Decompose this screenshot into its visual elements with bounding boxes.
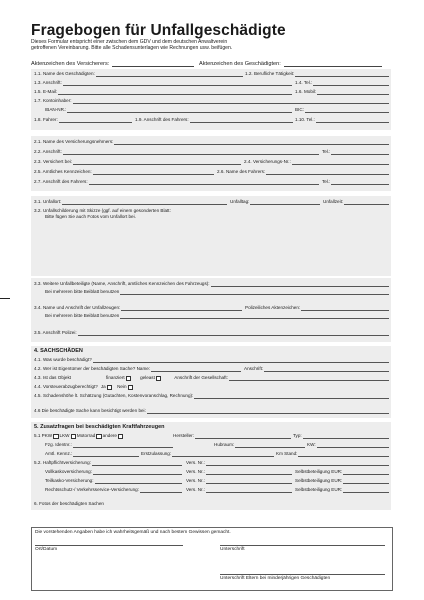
- unfallort-field[interactable]: [34, 199, 227, 205]
- field-label: Vers. Nr.:: [186, 460, 205, 465]
- schadenshoehe-field[interactable]: [34, 393, 389, 399]
- eigentuemer-name-field[interactable]: [34, 366, 241, 372]
- tel-fahrer-field[interactable]: [295, 117, 389, 123]
- field-label: 2.7. Anschrift des Fahrers:: [34, 179, 88, 184]
- haftpflicht-field[interactable]: [34, 460, 182, 466]
- section-kraftfahrzeuge: [31, 422, 391, 510]
- field-label: Fzg. Identnr.:: [45, 442, 72, 447]
- vn-anschrift-field[interactable]: [34, 149, 319, 155]
- mobil-field[interactable]: [295, 89, 389, 95]
- field-label: Polizeiliches Aktenzeichen:: [245, 305, 301, 310]
- signature-box: [31, 527, 393, 591]
- objekt-finanzierung-field[interactable]: [34, 375, 389, 381]
- field-label: 1.3. Anschrift:: [34, 80, 62, 85]
- anschrift-fahrer-field[interactable]: [135, 117, 293, 123]
- andere-label: andere: [102, 433, 117, 438]
- eigentuemer-anschrift-field[interactable]: [244, 366, 389, 372]
- field-label: 3.5. Anschrift Polizei:: [34, 330, 77, 335]
- declaration-text: Die vorstehenden Angaben habe ich wahrheitsgemäß und nach bestem Gewissen gemacht.: [35, 530, 231, 535]
- field-label: Amtl. Kennz.:: [45, 451, 73, 456]
- typ-field[interactable]: [293, 433, 389, 439]
- pkw-checkbox[interactable]: [53, 434, 58, 439]
- field-label: Tel.:: [322, 149, 331, 154]
- field-label: BIC:: [295, 107, 304, 112]
- kraftfahrzeuge-header: 5. Zusatzfragen bei beschädigten Kraftfahrzeugen: [34, 424, 165, 430]
- aktenzeichen-geschaedigter-label: Aktenzeichen des Geschädigten:: [199, 61, 281, 67]
- aktenzeichen-versicherer-field[interactable]: [31, 61, 194, 67]
- field-label: 3.4. Name und Anschrift der Unfallzeugen:: [34, 305, 121, 310]
- fahrer-field[interactable]: [34, 117, 132, 123]
- field-label: Selbstbeteiligung EUR:: [295, 478, 343, 483]
- anschrift-polizei-field[interactable]: [34, 330, 389, 336]
- vollkasko-vers-nr-field[interactable]: [186, 469, 292, 475]
- unfallzeugen-field[interactable]: [34, 305, 242, 311]
- beteiligte-hint-field[interactable]: [45, 289, 389, 295]
- field-label: Km Stand:: [276, 451, 298, 456]
- unfallskizze-area[interactable]: [34, 222, 388, 273]
- field-label: Vers. Nr.:: [186, 487, 205, 492]
- teilkasko-vers-nr-field[interactable]: [186, 478, 292, 484]
- field-label: Typ:: [293, 433, 302, 438]
- intro-line: getroffenen Vereinbarung. Bitte alle Schadensunterlagen wie Rechnungen usw. beifügen.: [31, 45, 233, 52]
- field-label: Erstzulassung:: [141, 451, 172, 456]
- lkw-checkbox[interactable]: [71, 434, 76, 439]
- zeugen-hint-field[interactable]: [45, 313, 389, 319]
- haftpflicht-vers-nr-field[interactable]: [186, 460, 389, 466]
- hubraum-field[interactable]: [214, 442, 305, 448]
- motorrad-label: Motorrad: [76, 433, 96, 438]
- fold-mark: [0, 298, 10, 299]
- field-label: 4.3. Ist das Objekt: [34, 375, 72, 380]
- field-label: 2.5. Amtliches Kennzeichen:: [34, 169, 92, 174]
- field-label: 1.6. Mobil:: [295, 89, 317, 94]
- field-label: 1.4. Tel.:: [295, 80, 313, 85]
- fotos-label: 6. Fotos der beschädigten Sachen: [34, 501, 104, 506]
- field-label: Unfalltag:: [230, 199, 250, 204]
- form-title: Fragebogen für Unfallgeschädigte: [31, 22, 286, 39]
- field-label: Vers. Nr.:: [186, 478, 205, 483]
- unterschrift-eltern-label: Unterschrift Eltern bei minderjährigen Geschädigten: [220, 576, 331, 581]
- unterschrift-eltern-line[interactable]: [220, 574, 385, 575]
- field-label: Selbstbeteiligung EUR:: [295, 487, 343, 492]
- intro-line: Dieses Formular entspricht einer zwischen dem GDV und dem deutschen Anwaltverein: [31, 39, 228, 45]
- field-label: Bei mehreren bitte Beiblatt benutzen: [45, 289, 120, 294]
- km-stand-field[interactable]: [276, 451, 389, 457]
- geleast-checkbox[interactable]: [156, 376, 161, 381]
- vn-tel-fahrer-field[interactable]: [322, 179, 389, 185]
- field-label: 4.4. Vorsteuerabzugberechtigt?: [34, 384, 98, 389]
- amtliches-kennzeichen-field[interactable]: [34, 169, 214, 175]
- field-label: 2.1. Name des Versicherungsnehmers:: [34, 139, 114, 144]
- versichert-bei-field[interactable]: [34, 159, 241, 165]
- field-label: 2.2. Anschrift:: [34, 149, 62, 154]
- hersteller-field[interactable]: [173, 433, 291, 439]
- field-label: Bei mehreren bitte Beiblatt benutzen: [45, 313, 120, 318]
- name-fahrer-field[interactable]: [217, 169, 389, 175]
- field-label: Vers. Nr.:: [186, 469, 205, 474]
- polizeiliches-aktenzeichen-field[interactable]: [245, 305, 389, 311]
- field-label: 1.9. Anschrift des Fahrers:: [135, 117, 189, 122]
- field-label: 2.4. Versicherungs-Nr.:: [244, 159, 291, 164]
- field-label: Teilkasko-Versicherung:: [45, 478, 94, 483]
- field-label: 1.5. E-Mail:: [34, 89, 58, 94]
- teilkasko-sb-field[interactable]: [295, 478, 389, 484]
- kw-field[interactable]: [307, 442, 389, 448]
- unfallzeit-field[interactable]: [323, 199, 389, 205]
- lkw-label: LKW: [59, 433, 70, 438]
- field-label: Anschrift:: [244, 366, 264, 371]
- iban-field[interactable]: [45, 107, 292, 113]
- besichtigung-field[interactable]: [34, 408, 389, 414]
- geleast-label: geleast: [140, 375, 155, 380]
- field-label: 1.7. Kontoinhaber:: [34, 98, 72, 103]
- motorrad-checkbox[interactable]: [96, 434, 101, 439]
- field-label: 4.5. Schadenshöhe lt. Schätzung (Gutachten, Kostenvoranschlag, Rechnung):: [34, 393, 194, 398]
- erstzulassung-field[interactable]: [141, 451, 274, 457]
- field-label: Vollkaskoversicherung:: [45, 469, 92, 474]
- ja-label: Ja: [100, 384, 106, 389]
- ort-datum-label: Ort/Datum: [35, 547, 58, 552]
- section-sachschaeden: [31, 346, 391, 418]
- field-label: 4.6 Die beschädigte Sache kann besichtigt werden bei:: [34, 408, 146, 413]
- field-label: 1.1. Name des Geschädigten:: [34, 71, 95, 76]
- unfallschilderung-label: 3.2. Unfallschilderung mit Skizze (ggf. auf einem gesonderten Blatt:: [34, 208, 171, 213]
- field-label: Hersteller:: [173, 433, 194, 438]
- vn-anschrift-fahrer-field[interactable]: [34, 179, 319, 185]
- intro-text: [31, 39, 371, 52]
- ort-datum-line[interactable]: [35, 545, 183, 546]
- field-label: Rechtsschutz-/ Verkehrsservice-Versicherung:: [45, 487, 139, 492]
- rechtsschutz-sb-field[interactable]: [295, 487, 389, 493]
- field-label: 1.8. Fahrer:: [34, 117, 58, 122]
- field-label: 4.1. Was wurde beschädigt?: [34, 357, 92, 362]
- kontoinhaber-field[interactable]: [34, 98, 389, 104]
- field-label: Hubraum:: [214, 442, 235, 447]
- field-label: 2.3. Versichert bei:: [34, 159, 73, 164]
- unfalltag-field[interactable]: [230, 199, 320, 205]
- field-label: 3.1. Unfallort:: [34, 199, 62, 204]
- vorsteuer-field: [34, 384, 184, 390]
- field-label: 3.3. Weitere Unfallbeteiligte (Name, Anschrift, amtliches Kennzeichen des Fahrzeugs):: [34, 281, 210, 286]
- berufliche-taetigkeit-field[interactable]: [245, 71, 389, 77]
- vollkasko-field[interactable]: [45, 469, 182, 475]
- field-label: Tel.:: [322, 179, 331, 184]
- ja-checkbox[interactable]: [107, 385, 112, 390]
- unfallschilderung-hint: Bitte fügen Sie auch Fotos vom Unfallort bei.: [45, 214, 136, 219]
- was-beschaedigt-field[interactable]: [34, 357, 389, 363]
- unterschrift-line[interactable]: [220, 545, 385, 546]
- andere-checkbox[interactable]: [118, 434, 123, 439]
- finanziert-checkbox[interactable]: [126, 376, 131, 381]
- aktenzeichen-versicherer-label: Aktenzeichen des Versicherers:: [31, 61, 110, 67]
- nein-checkbox[interactable]: [128, 385, 133, 390]
- name-geschaedigter-field[interactable]: [34, 71, 243, 77]
- field-label: 1.10. Tel.:: [295, 117, 315, 122]
- amtl-kennz-field[interactable]: [45, 451, 139, 457]
- field-label: IBAN-NR.:: [45, 107, 67, 112]
- bic-field[interactable]: [295, 107, 389, 113]
- field-label: 2.6. Name des Fahrers:: [217, 169, 266, 174]
- field-label: Selbstbeteiligung EUR:: [295, 469, 343, 474]
- section-versicherungsnehmer: [31, 136, 391, 191]
- tel-field[interactable]: [295, 80, 389, 86]
- field-label: Anschrift der Gesellschaft:: [174, 375, 228, 380]
- section-geschaedigter: [31, 69, 391, 130]
- versicherungs-nr-field[interactable]: [244, 159, 389, 165]
- email-field[interactable]: [34, 89, 292, 95]
- aktenzeichen-geschaedigter-field[interactable]: [199, 61, 382, 67]
- field-label: Unfallzeit:: [323, 199, 344, 204]
- fzg-identnr-field[interactable]: [45, 442, 173, 448]
- versicherungsnehmer-field[interactable]: [34, 139, 389, 145]
- rechtsschutz-vers-nr-field[interactable]: [186, 487, 292, 493]
- teilkasko-field[interactable]: [45, 478, 182, 484]
- field-label: 1.2. Berufliche Tätigkeit:: [245, 71, 295, 76]
- field-label: KW:: [307, 442, 316, 447]
- sachschaeden-header: 4. SACHSCHÄDEN: [34, 348, 83, 354]
- vn-tel-field[interactable]: [322, 149, 389, 155]
- section-unfall: [31, 196, 391, 276]
- anschrift-field[interactable]: [34, 80, 292, 86]
- fahrzeugart-field: [34, 433, 159, 439]
- pkw-label: 5.1 PKW: [34, 433, 53, 438]
- unterschrift-label: Unterschrift: [220, 547, 245, 552]
- field-label: 5.2. Haftpflichtversicherung:: [34, 460, 91, 465]
- vollkasko-sb-field[interactable]: [295, 469, 389, 475]
- field-label: 4.2. Wer ist Eigentümer der beschädigten Sache? Name:: [34, 366, 151, 371]
- rechtsschutz-field[interactable]: [45, 487, 182, 493]
- section-beteiligte: [31, 278, 391, 342]
- nein-label: Nein: [117, 384, 127, 389]
- finanziert-label: finanziert: [106, 375, 125, 380]
- weitere-beteiligte-field[interactable]: [34, 281, 389, 287]
